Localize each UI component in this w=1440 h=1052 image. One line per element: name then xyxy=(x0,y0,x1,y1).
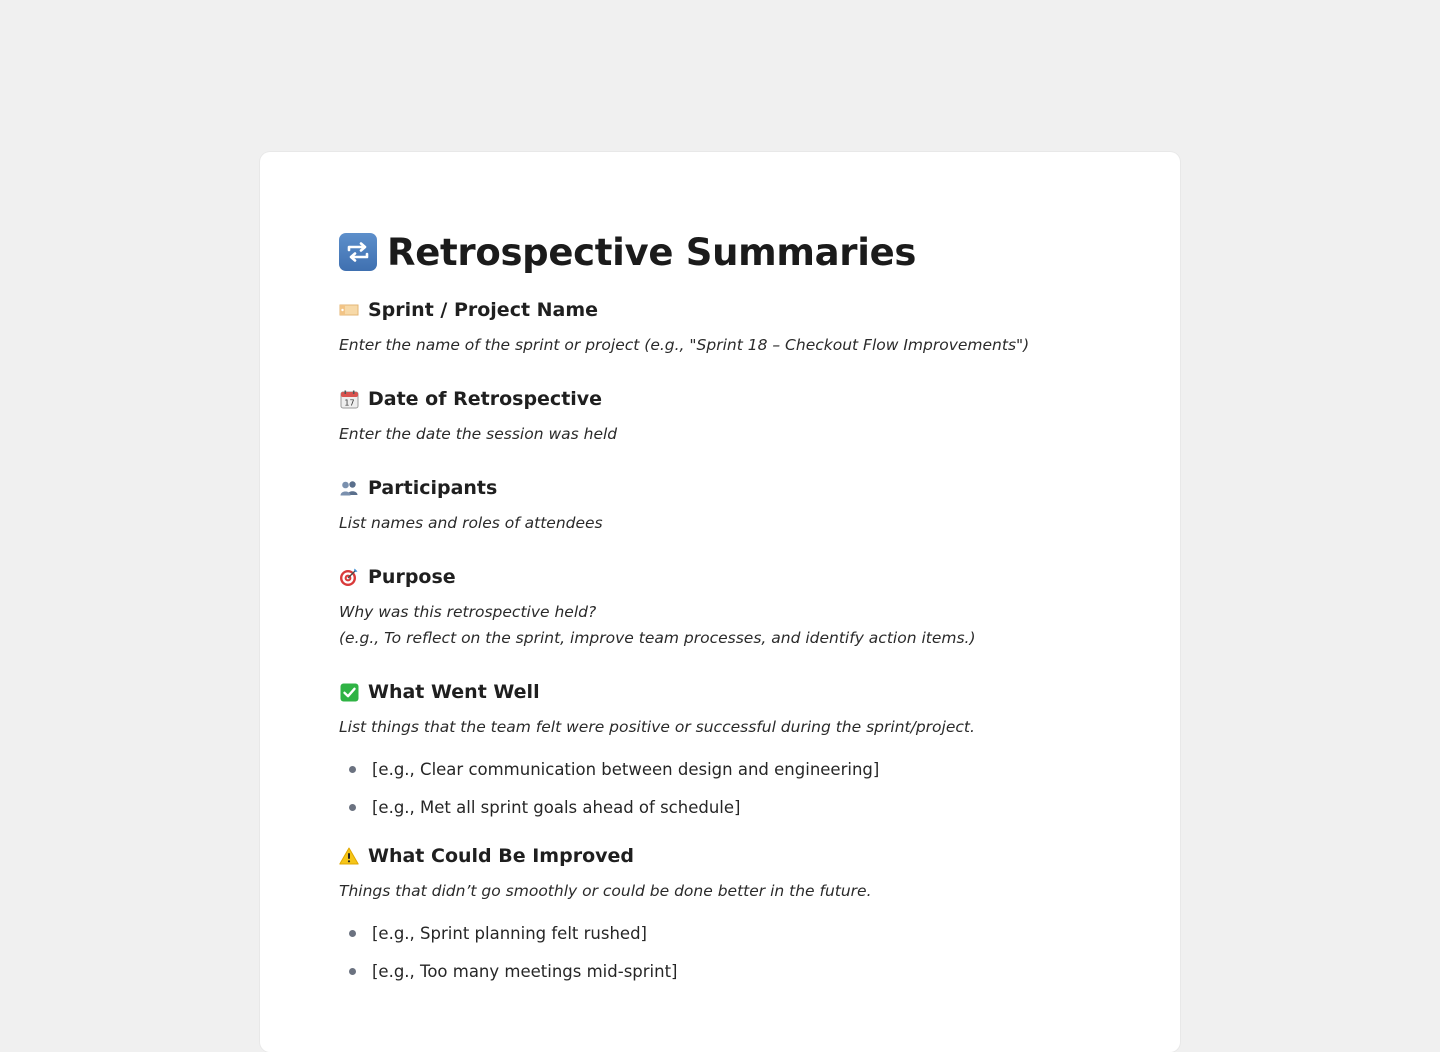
section-heading-text: What Went Well xyxy=(368,681,540,703)
section-heading xyxy=(339,678,1119,706)
section-purpose xyxy=(339,563,1119,651)
section-heading-text: Sprint / Project Name xyxy=(368,299,599,321)
section-heading-text: Purpose xyxy=(368,566,456,588)
bullet-dot-icon xyxy=(349,930,356,937)
section-heading xyxy=(339,563,1119,591)
section-what-went-well xyxy=(339,678,1119,826)
list-item xyxy=(339,788,1119,826)
list-item-text: [e.g., Clear communication between design and engineering] xyxy=(372,759,880,779)
section-description: Enter the date the session was held xyxy=(339,425,618,443)
label-tag-icon xyxy=(339,300,359,320)
list-item-text: [e.g., Sprint planning felt rushed] xyxy=(372,923,647,943)
list-item xyxy=(339,750,1119,788)
section-heading-text: What Could Be Improved xyxy=(368,845,634,867)
list-item-text: [e.g., Too many meetings mid-sprint] xyxy=(372,961,678,981)
bullet-dot-icon xyxy=(349,766,356,773)
section-description xyxy=(339,599,1119,651)
bullet-dot-icon xyxy=(349,804,356,811)
list-item xyxy=(339,914,1119,952)
bullet-list xyxy=(339,914,1119,990)
section-sprint-name xyxy=(339,296,1119,358)
check-mark-icon xyxy=(339,682,359,702)
section-description: List things that the team felt were positive or successful during the sprint/project. xyxy=(339,718,975,736)
section-heading xyxy=(339,474,1119,502)
description-line: (e.g., To reflect on the sprint, improve team processes, and identify action items.) xyxy=(339,629,976,647)
repeat-arrows-icon xyxy=(339,233,377,271)
section-heading-text: Participants xyxy=(368,477,498,499)
section-heading xyxy=(339,296,1119,324)
section-description: Enter the name of the sprint or project (e.g., "Sprint 18 – Checkout Flow Improvements") xyxy=(339,336,1030,354)
document-card xyxy=(260,152,1180,1052)
section-description: Things that didn’t go smoothly or could be done better in the future. xyxy=(339,882,872,900)
section-heading xyxy=(339,842,1119,870)
svg-text:17: 17 xyxy=(343,398,355,407)
description-line: Why was this retrospective held? xyxy=(339,603,597,621)
document-content xyxy=(339,230,1119,990)
bullet-list xyxy=(339,750,1119,826)
section-participants xyxy=(339,474,1119,536)
page-title xyxy=(339,230,1119,274)
section-description: List names and roles of attendees xyxy=(339,514,603,532)
list-item xyxy=(339,952,1119,990)
page-title-text: Retrospective Summaries xyxy=(387,230,917,274)
list-item-text: [e.g., Met all sprint goals ahead of schedule] xyxy=(372,797,741,817)
warning-icon xyxy=(339,846,359,866)
section-date xyxy=(339,385,1119,447)
section-heading-text: Date of Retrospective xyxy=(368,388,603,410)
people-icon xyxy=(339,478,359,498)
section-what-could-be-improved xyxy=(339,842,1119,990)
section-heading xyxy=(339,385,1119,413)
bullet-dot-icon xyxy=(349,968,356,975)
target-icon xyxy=(339,567,359,587)
calendar-icon xyxy=(339,389,359,409)
